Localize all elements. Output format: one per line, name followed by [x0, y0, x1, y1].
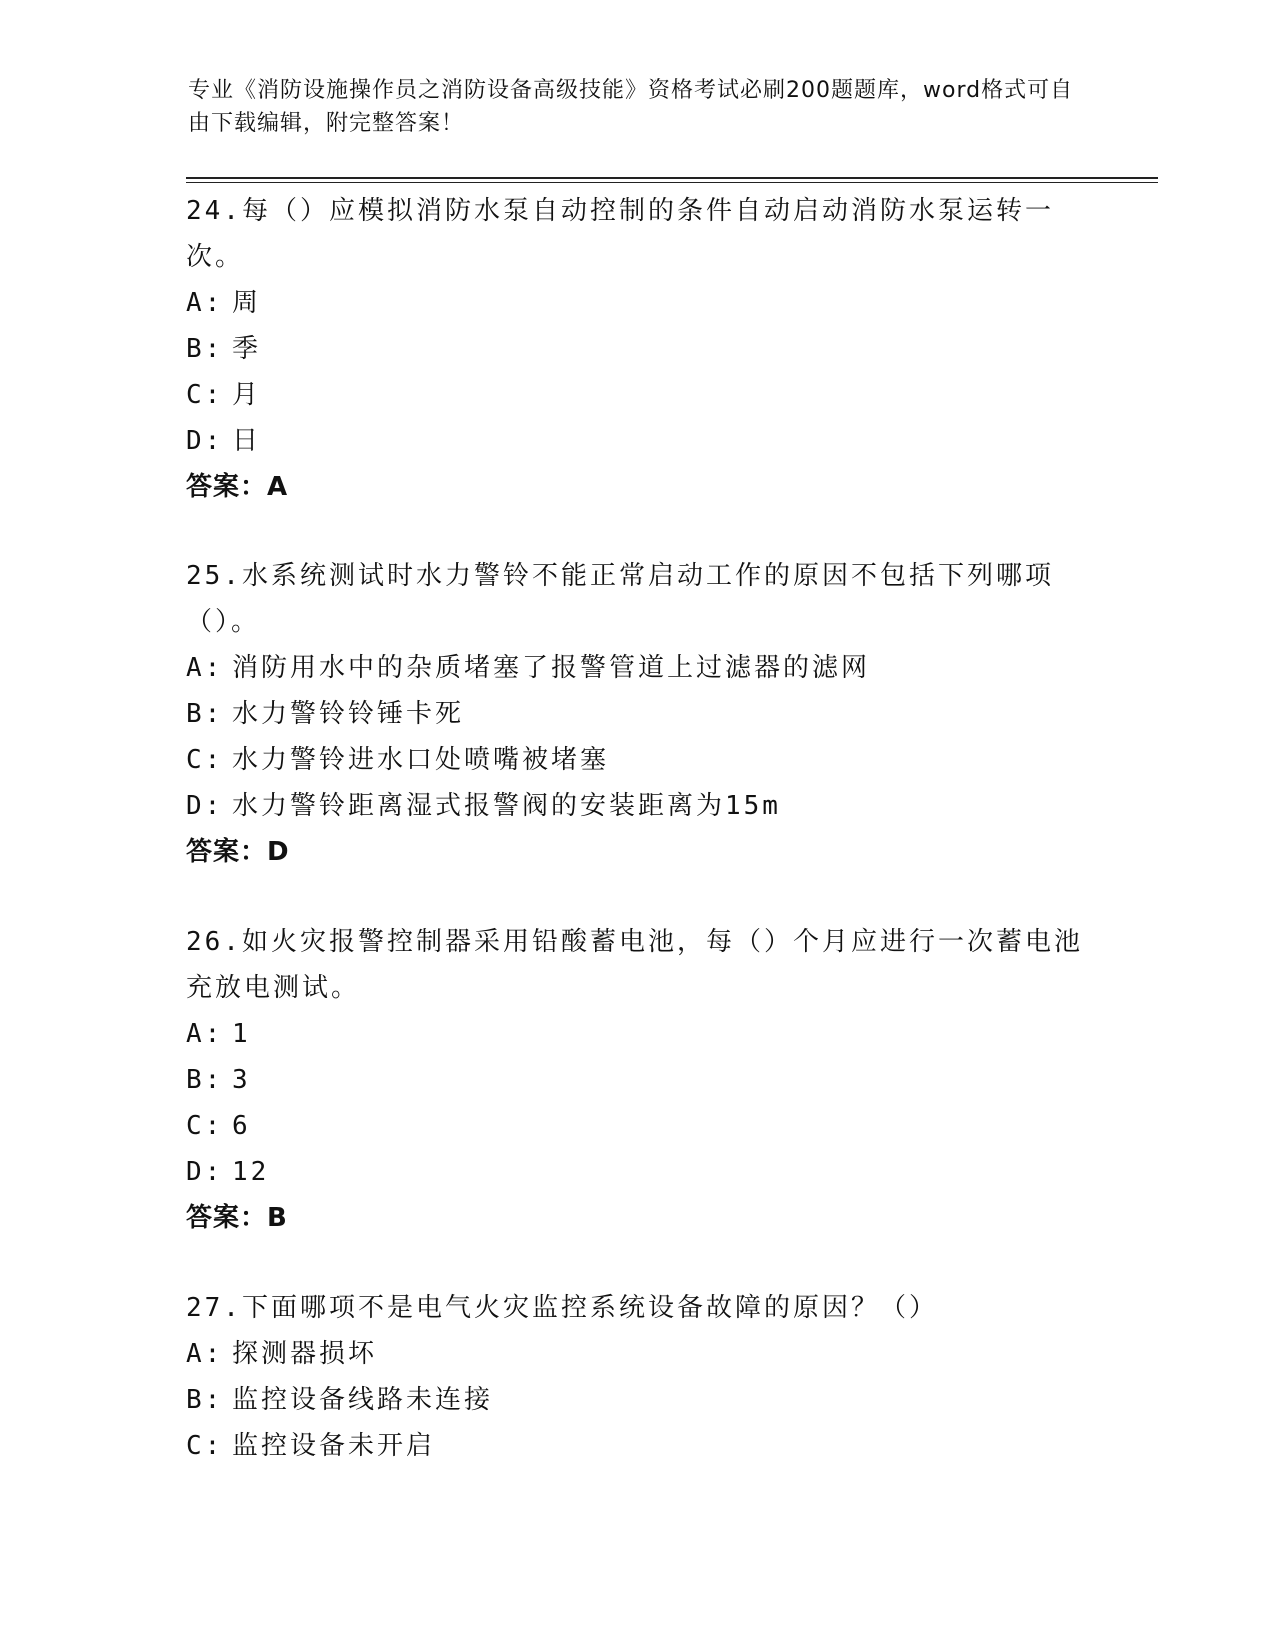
option-letter: C: [186, 1111, 224, 1141]
option-text: 水力警铃进水口处喷嘴被堵塞 [232, 745, 610, 775]
question-block [186, 553, 1086, 875]
answer-line: 答案：D [186, 837, 290, 867]
option-letter: B: [186, 334, 224, 364]
option-d [186, 418, 1086, 464]
option-letter: A: [186, 653, 224, 683]
option-text: 季 [232, 334, 262, 364]
option-letter: B: [186, 1385, 224, 1415]
option-letter: A: [186, 1339, 224, 1369]
option-letter: C: [186, 745, 224, 775]
document-intro: 专业《消防设施操作员之消防设备高级技能》资格考试必刷200题题库，word格式可自由下载编辑，附完整答案！ [188, 78, 1074, 136]
option-d [186, 1149, 1086, 1195]
option-a [186, 645, 1086, 691]
option-text: 6 [232, 1111, 251, 1141]
option-text: 监控设备未开启 [232, 1431, 436, 1461]
option-b [186, 1057, 1086, 1103]
option-text: 日 [232, 426, 262, 456]
option-text: 12 [232, 1157, 270, 1187]
option-letter: A: [186, 288, 224, 318]
option-text: 1 [232, 1019, 251, 1049]
answer-line: 答案：B [186, 1203, 288, 1233]
header-divider-thick [186, 177, 1158, 179]
option-letter: C: [186, 1431, 224, 1461]
option-b [186, 1377, 1086, 1423]
option-c [186, 372, 1086, 418]
option-letter: B: [186, 1065, 224, 1095]
option-d [186, 783, 1086, 829]
question-block [186, 919, 1086, 1241]
option-letter: D: [186, 426, 224, 456]
question-stem: 25.水系统测试时水力警铃不能正常启动工作的原因不包括下列哪项（）。 [186, 561, 1054, 637]
answer-line: 答案：A [186, 472, 289, 502]
option-text: 消防用水中的杂质堵塞了报警管道上过滤器的滤网 [232, 653, 871, 683]
header-divider-thin [186, 182, 1158, 183]
option-text: 探测器损坏 [232, 1339, 378, 1369]
option-letter: A: [186, 1019, 224, 1049]
option-text: 水力警铃距离湿式报警阀的安装距离为15m [232, 791, 781, 821]
option-text: 周 [232, 288, 262, 318]
option-b [186, 326, 1086, 372]
option-a [186, 1331, 1086, 1377]
option-a [186, 1011, 1086, 1057]
option-b [186, 691, 1086, 737]
option-letter: C: [186, 380, 224, 410]
question-stem: 26.如火灾报警控制器采用铅酸蓄电池，每（）个月应进行一次蓄电池充放电测试。 [186, 927, 1083, 1003]
option-c [186, 1423, 1086, 1469]
option-text: 3 [232, 1065, 251, 1095]
option-text: 监控设备线路未连接 [232, 1385, 494, 1415]
option-c [186, 737, 1086, 783]
option-text: 月 [232, 380, 262, 410]
option-letter: D: [186, 1157, 224, 1187]
option-letter: B: [186, 699, 224, 729]
option-c [186, 1103, 1086, 1149]
question-stem: 27.下面哪项不是电气火灾监控系统设备故障的原因？（） [186, 1293, 938, 1323]
question-block [186, 1285, 1086, 1469]
question-block [186, 188, 1086, 510]
question-stem: 24.每（）应模拟消防水泵自动控制的条件自动启动消防水泵运转一次。 [186, 196, 1054, 272]
option-a [186, 280, 1086, 326]
option-letter: D: [186, 791, 224, 821]
option-text: 水力警铃铃锤卡死 [232, 699, 465, 729]
